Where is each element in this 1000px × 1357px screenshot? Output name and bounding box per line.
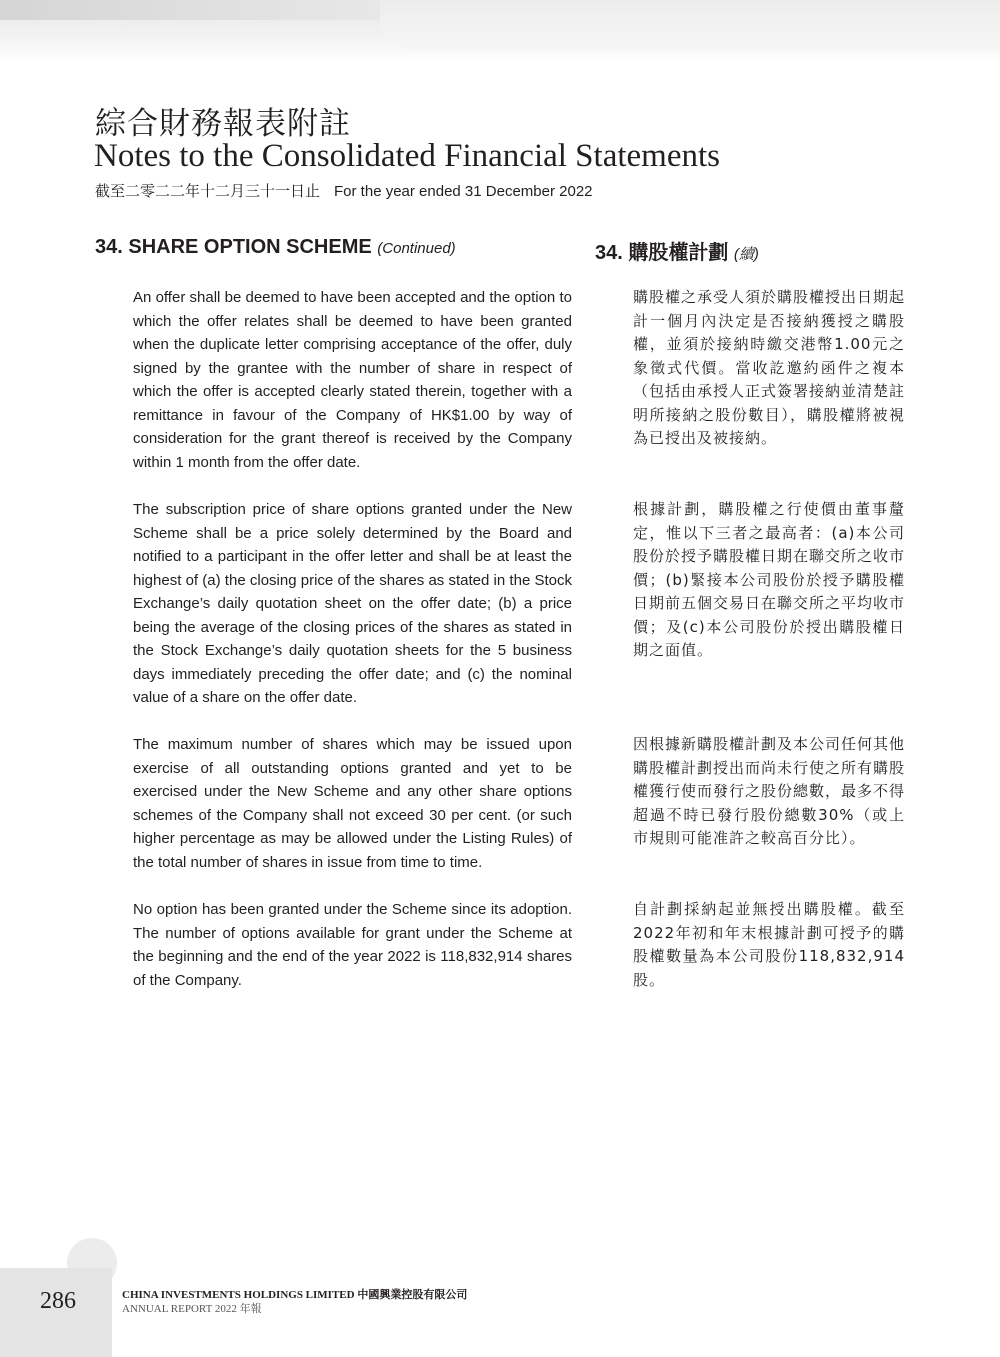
paragraph-english-3: The maximum number of shares which may be issued upon exercise of all outstanding options granted and yet to be exercised under the New Scheme and any other share options schemes of the Company shall not exceed 30 per cent. (or such higher percentage as may be allowed under the Listing Rules) of the total number of shares in issue from time to time. [133,736,572,871]
paragraph-chinese-3: 因根據新購股權計劃及本公司任何其他購股權計劃授出而尚未行使之所有購股權獲行使而發行之股份總數，最多不得超過不時已發行股份總數30%（或上市規則可能准許之較高百分比）。 [633,735,906,847]
paragraph-chinese-1: 購股權之承受人須於購股權授出日期起計一個月內決定是否接納獲授之購股權，並須於接納時繳交港幣1.00元之象徵式代價。當收訖邀約函件之複本（包括由承授人正式簽署接納並清楚註明所接納之股份數目），購股權將被視為已授出及被接納。 [633,288,906,447]
page-subtitle [95,180,593,201]
section-heading-english-text: 34. SHARE OPTION SCHEME [95,236,372,258]
paragraph-english-4: No option has been granted under the Scheme since its adoption. The number of options available for grant under the Scheme at the beginning and the end of the year 2022 is 118,832,914 shares of the Company. [133,901,572,989]
header-decorative-band [0,0,1000,62]
page-number: 286 [40,1288,76,1314]
section-heading-chinese [595,236,759,265]
page-title-english: Notes to the Consolidated Financial Statements [94,138,720,174]
footer-report-title: ANNUAL REPORT 2022 年報 [122,1303,262,1315]
section-heading-chinese-text: 34. 購股權計劃 [595,242,729,264]
paragraph-english-2: The subscription price of share options granted under the New Scheme shall be a price solely determined by the Board and notified to a participant in the offer letter and shall be at least the highest of (a) the closing price of the shares as stated in the Stock Exchange’s daily quotation sheet on the offer date; (b) a price being the average of the closing prices of the shares as stated in the Stock Exchange’s daily quotation sheets for the 5 business days immediately preceding the offer date; and (c) the nominal value of a share on the offer date. [133,501,572,706]
paragraph-english-1: An offer shall be deemed to have been accepted and the option to which the offer relates shall be deemed to have been granted when the duplicate letter comprising acceptance of the offer, duly signed by the grantee with the number of share in respect of which the offer is accepted clearly stated therein, together with a remittance in favour of the Company of HK$1.00 by way of consideration for the grant thereof is received by the Company within 1 month from the offer date. [133,289,572,471]
section-heading-english-continued: (Continued) [377,240,456,257]
section-heading-english [95,236,456,259]
paragraph-chinese-2: 根據計劃，購股權之行使價由董事釐定，惟以下三者之最高者：(a)本公司股份於授予購股權日期在聯交所之收市價；(b)緊接本公司股份於授予購股權日期前五個交易日在聯交所之平均收市價；及(c)本公司股份於授出購股權日期之面值。 [633,500,906,659]
subtitle-english: For the year ended 31 December 2022 [334,183,593,200]
paragraph-chinese-4: 自計劃採納起並無授出購股權。截至2022年初和年末根據計劃可授予的購股權數量為本公司股份118,832,914股。 [633,900,905,989]
section-heading-chinese-continued: (續) [733,246,759,263]
page-title-chinese: 綜合財務報表附註 [95,106,351,142]
subtitle-chinese: 截至二零二二年十二月三十一日止 [95,183,321,200]
footer-company-name: CHINA INVESTMENTS HOLDINGS LIMITED 中國興業控股有限公司 [122,1289,468,1301]
